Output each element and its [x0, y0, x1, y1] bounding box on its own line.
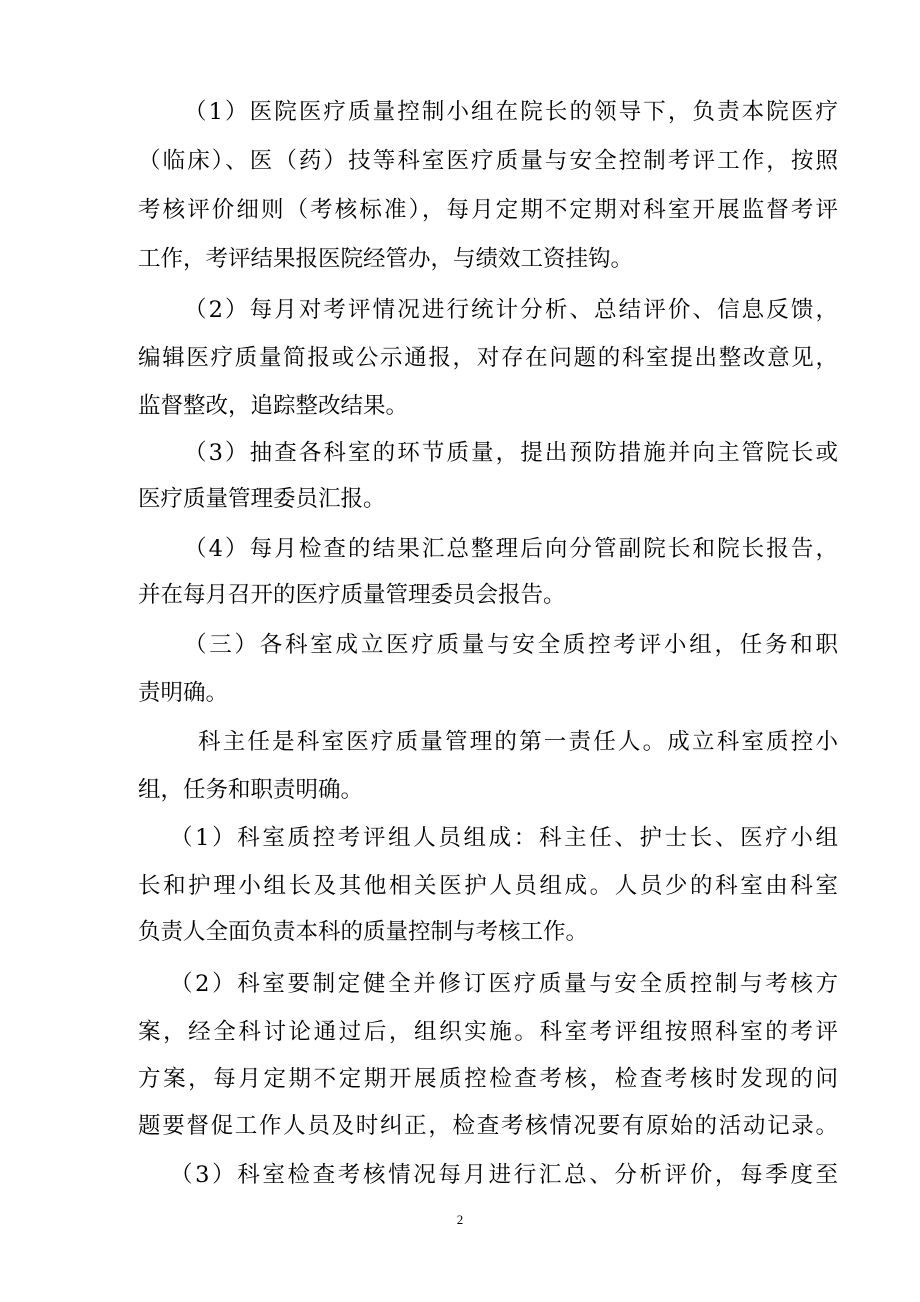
text-line: 题要督促工作人员及时纠正，检查考核情况要有原始的活动记录。 [138, 1113, 838, 1139]
text-line: 方案，每月定期不定期开展质控检查考核，检查考核时发现的问 [138, 1066, 838, 1092]
text-line: 长和护理小组长及其他相关医护人员组成。人员少的科室由科室 [138, 873, 838, 899]
text-line: （3）科室检查考核情况每月进行汇总、分析评价，每季度至 [170, 1162, 838, 1188]
text-line: （三）各科室成立医疗质量与安全质控考评小组，任务和职 [184, 632, 838, 658]
text-line: （1）科室质控考评组人员组成：科主任、护士长、医疗小组 [170, 825, 838, 851]
text-line: （3）抽查各科室的环节质量，提出预防措施并向主管院长或 [184, 440, 838, 466]
page-number: 2 [456, 1212, 464, 1227]
text-line: 考核评价细则（考核标准），每月定期不定期对科室开展监督考评 [138, 197, 838, 223]
text-line: 责明确。 [138, 680, 229, 706]
text-line: 组，任务和职责明确。 [138, 777, 364, 803]
text-line: 编辑医疗质量简报或公示通报，对存在问题的科室提出整改意见， [138, 345, 838, 371]
text-line: （2）每月对考评情况进行统计分析、总结评价、信息反馈， [184, 297, 838, 323]
text-line: （4）每月检查的结果汇总整理后向分管副院长和院长报告， [184, 536, 838, 562]
text-line: （2）科室要制定健全并修订医疗质量与安全质控制与考核方 [170, 971, 838, 997]
text-line: 科主任是科室医疗质量管理的第一责任人。成立科室质控小 [198, 729, 838, 755]
text-line: 并在每月召开的医疗质量管理委员会报告。 [138, 582, 566, 608]
text-line: （临床）、医（药）技等科室医疗质量与安全控制考评工作，按照 [138, 148, 838, 174]
text-line: 负责人全面负责本科的质量控制与考核工作。 [138, 919, 589, 945]
text-line: （1）医院医疗质量控制小组在院长的领导下，负责本院医疗 [184, 99, 838, 125]
text-line: 医疗质量管理委员汇报。 [138, 486, 386, 512]
text-line: 工作，考评结果报医院经管办，与绩效工资挂钩。 [138, 246, 634, 272]
text-line: 监督整改，追踪整改结果。 [138, 393, 409, 419]
text-line: 案，经全科讨论通过后，组织实施。科室考评组按照科室的考评 [138, 1019, 838, 1045]
